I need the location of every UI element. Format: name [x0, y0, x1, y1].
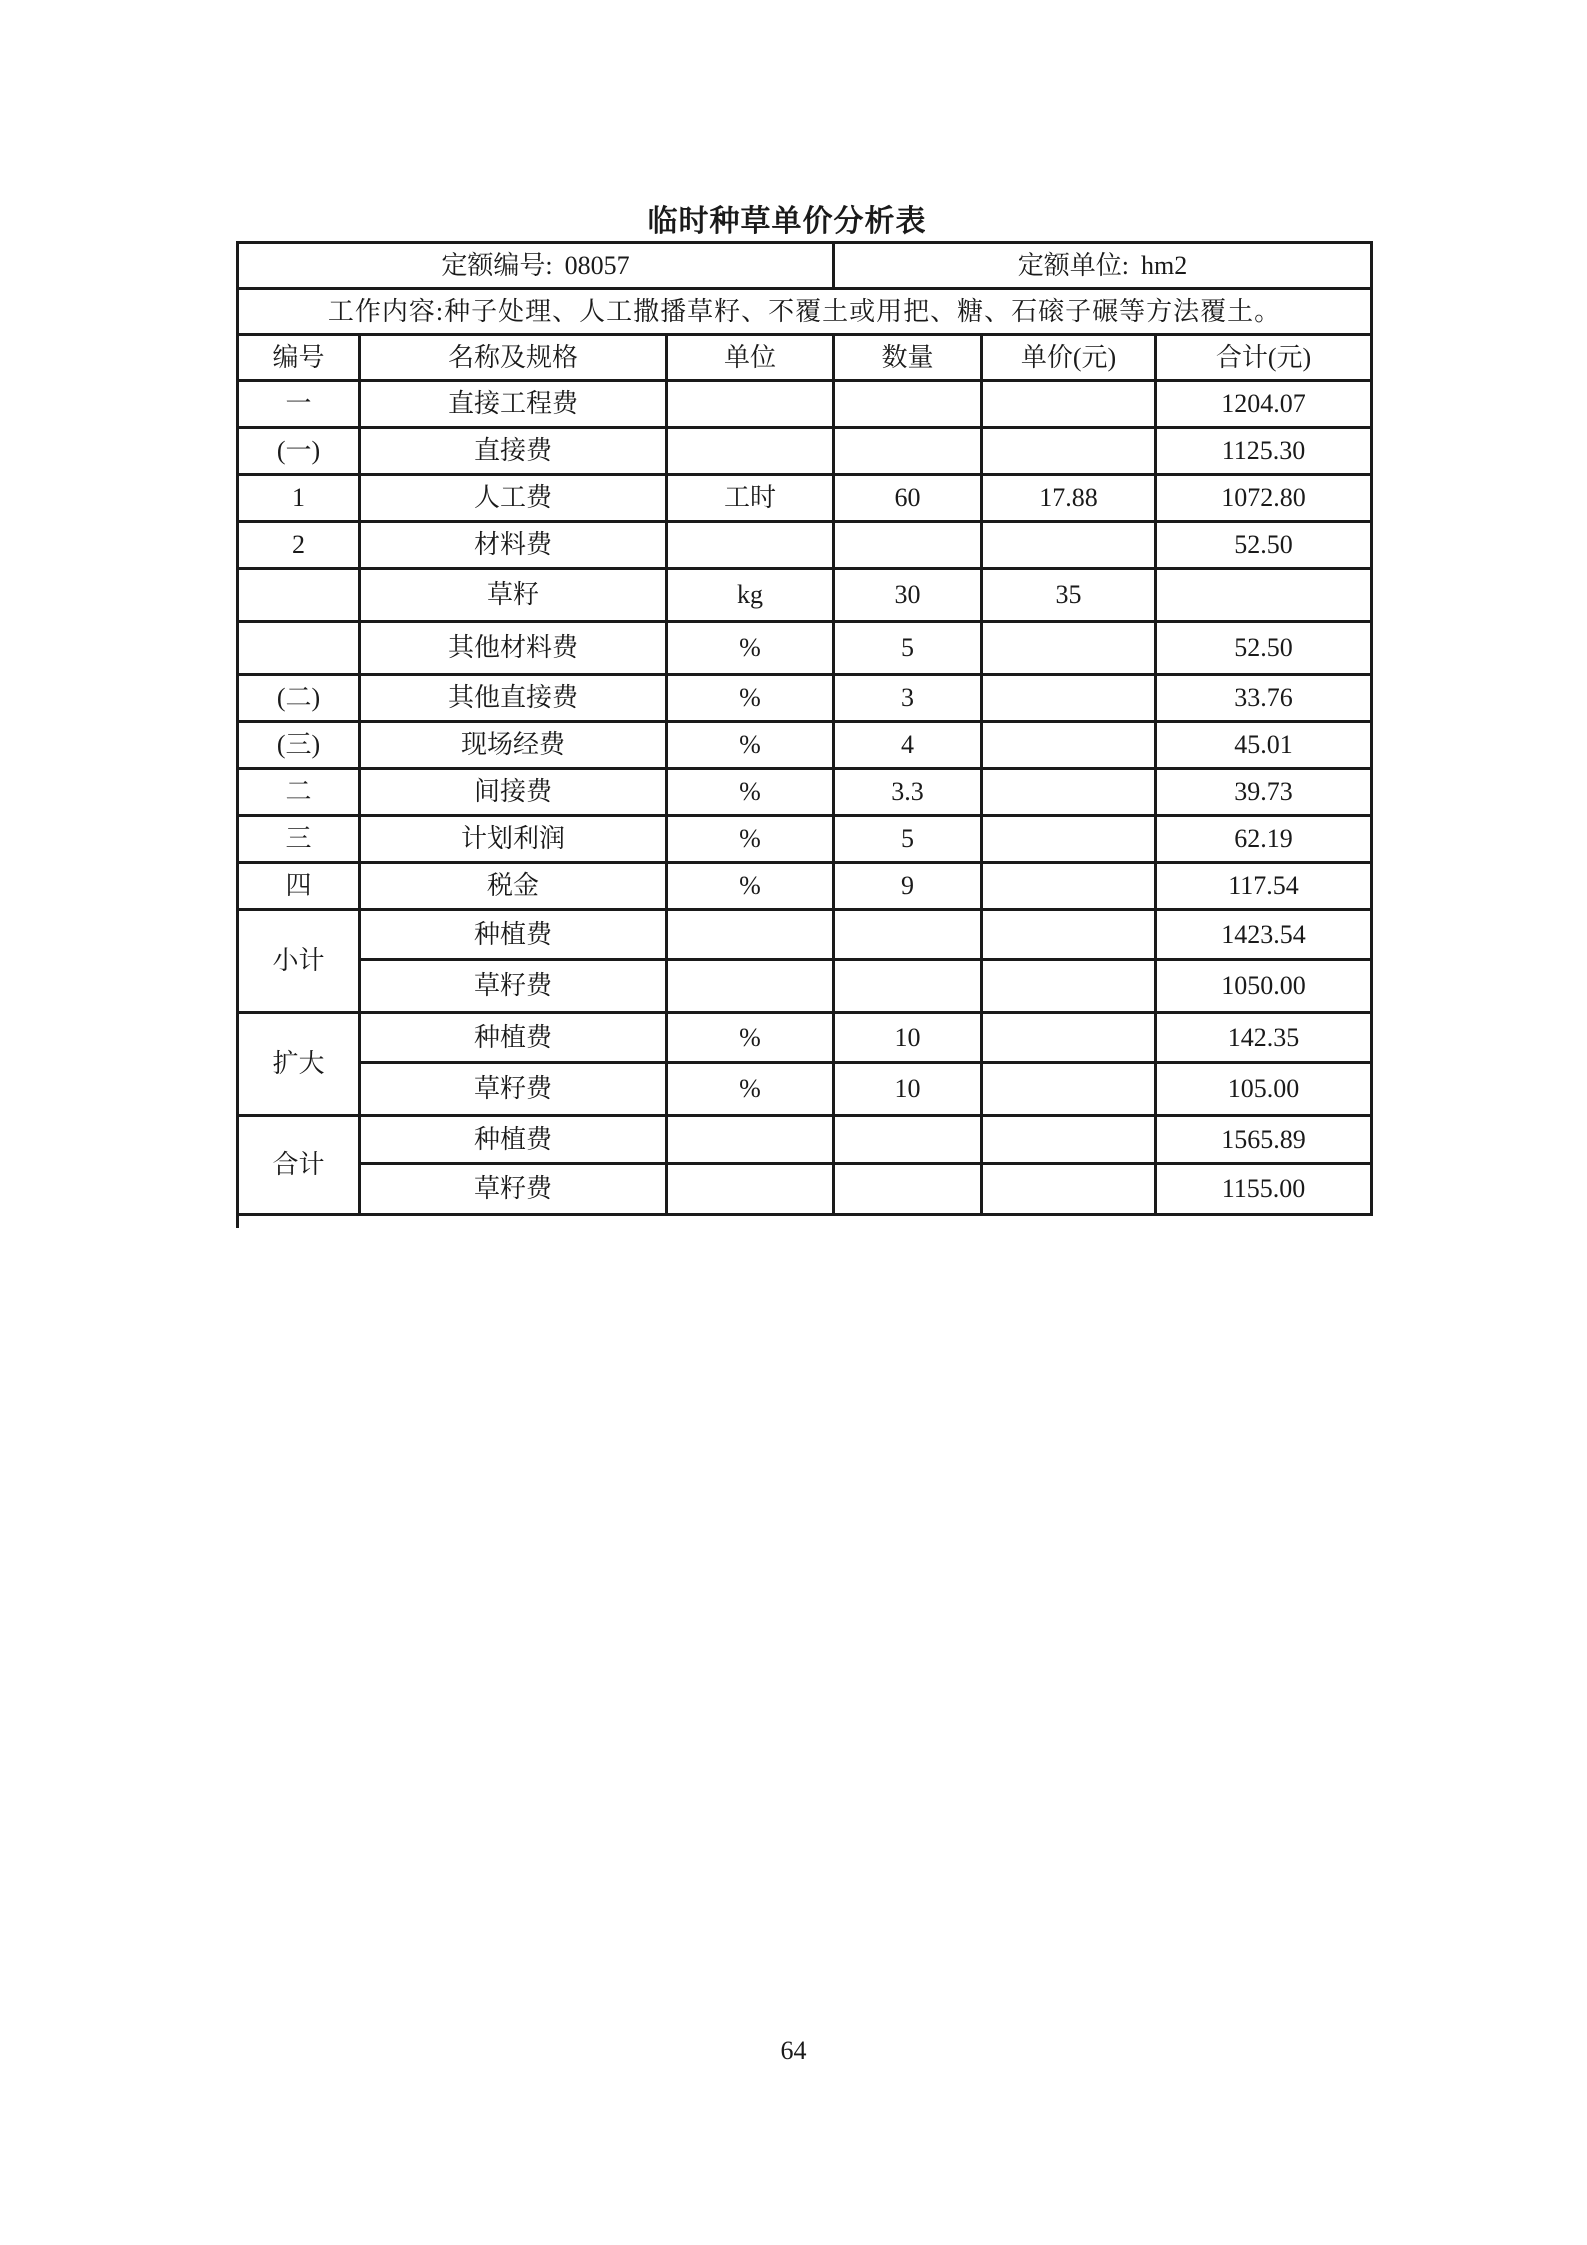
- cell-name: 税金: [360, 863, 667, 910]
- table-row: [238, 675, 1372, 722]
- cell-total: 105.00: [1156, 1063, 1372, 1116]
- cell-unit: [667, 381, 834, 428]
- quota-number-cell: [238, 243, 834, 289]
- cell-qty: [834, 1164, 982, 1215]
- cell-unit: %: [667, 1013, 834, 1063]
- cell-no: [238, 622, 360, 675]
- table-row: [238, 816, 1372, 863]
- cell-unit: %: [667, 816, 834, 863]
- cell-qty: 9: [834, 863, 982, 910]
- cell-total: 1125.30: [1156, 428, 1372, 475]
- cell-no: 四: [238, 863, 360, 910]
- cell-no: [238, 569, 360, 622]
- table-row: [238, 428, 1372, 475]
- cell-price: [982, 722, 1156, 769]
- cell-price: [982, 910, 1156, 960]
- price-analysis-table-wrap: [236, 241, 1373, 1216]
- column-header-price: 单价(元): [982, 335, 1156, 381]
- quota-number-label: 定额编号:: [441, 250, 553, 280]
- cell-qty: [834, 428, 982, 475]
- cell-unit: kg: [667, 569, 834, 622]
- cell-qty: [834, 381, 982, 428]
- cell-name: 现场经费: [360, 722, 667, 769]
- column-header-total: 合计(元): [1156, 335, 1372, 381]
- cell-no: 三: [238, 816, 360, 863]
- table-row: [238, 1116, 1372, 1164]
- cell-qty: 5: [834, 816, 982, 863]
- table-row: [238, 722, 1372, 769]
- cell-name: 直接费: [360, 428, 667, 475]
- cell-qty: 3: [834, 675, 982, 722]
- work-content: 工作内容:种子处理、人工撒播草籽、不覆土或用把、糖、石磙子碾等方法覆土。: [238, 289, 1372, 335]
- cell-qty: [834, 960, 982, 1013]
- cell-unit: %: [667, 769, 834, 816]
- cell-unit: [667, 910, 834, 960]
- cell-unit: 工时: [667, 475, 834, 522]
- table-row: [238, 1164, 1372, 1215]
- table-row: [238, 289, 1372, 335]
- cell-qty: 10: [834, 1013, 982, 1063]
- cell-unit: [667, 1116, 834, 1164]
- cell-unit: %: [667, 1063, 834, 1116]
- cell-total: 52.50: [1156, 522, 1372, 569]
- cell-price: [982, 1164, 1156, 1215]
- cell-total: 1423.54: [1156, 910, 1372, 960]
- cell-total: 45.01: [1156, 722, 1372, 769]
- cell-total: 142.35: [1156, 1013, 1372, 1063]
- cell-total: 39.73: [1156, 769, 1372, 816]
- cell-price: [982, 816, 1156, 863]
- quota-unit-cell: [834, 243, 1372, 289]
- cell-no: 1: [238, 475, 360, 522]
- table-row: [238, 863, 1372, 910]
- table-row: [238, 522, 1372, 569]
- group-label-grand-total: 合计: [238, 1116, 360, 1215]
- group-label-subtotal: 小计: [238, 910, 360, 1013]
- cell-unit: %: [667, 722, 834, 769]
- quota-unit-value: hm2: [1141, 250, 1188, 280]
- cell-qty: 4: [834, 722, 982, 769]
- cell-name: 其他直接费: [360, 675, 667, 722]
- cell-name: 材料费: [360, 522, 667, 569]
- cell-total: 1072.80: [1156, 475, 1372, 522]
- cell-qty: 3.3: [834, 769, 982, 816]
- cell-name: 间接费: [360, 769, 667, 816]
- table-row: [238, 1063, 1372, 1116]
- cell-name: 草籽费: [360, 1164, 667, 1215]
- table-row: [238, 769, 1372, 816]
- cell-price: [982, 960, 1156, 1013]
- cell-total: 52.50: [1156, 622, 1372, 675]
- column-header-qty: 数量: [834, 335, 982, 381]
- cell-name: 草籽费: [360, 960, 667, 1013]
- table-row: [238, 960, 1372, 1013]
- cell-price: [982, 1013, 1156, 1063]
- column-header-no: 编号: [238, 335, 360, 381]
- cell-price: [982, 1116, 1156, 1164]
- cell-total: 1050.00: [1156, 960, 1372, 1013]
- cell-name: 种植费: [360, 910, 667, 960]
- cell-price: [982, 428, 1156, 475]
- cell-total: 33.76: [1156, 675, 1372, 722]
- cell-qty: [834, 522, 982, 569]
- cell-name: 草籽费: [360, 1063, 667, 1116]
- page-number: 64: [780, 2036, 807, 2065]
- cell-qty: 10: [834, 1063, 982, 1116]
- cell-unit: %: [667, 675, 834, 722]
- cell-total: 1155.00: [1156, 1164, 1372, 1215]
- left-border-tail: [236, 1214, 239, 1228]
- cell-qty: [834, 910, 982, 960]
- cell-total: 117.54: [1156, 863, 1372, 910]
- cell-price: [982, 863, 1156, 910]
- table-row: [238, 622, 1372, 675]
- table-row: [238, 243, 1372, 289]
- cell-total: 62.19: [1156, 816, 1372, 863]
- table-header-row: [238, 335, 1372, 381]
- cell-no: (三): [238, 722, 360, 769]
- cell-qty: 60: [834, 475, 982, 522]
- cell-qty: [834, 1116, 982, 1164]
- cell-unit: [667, 1164, 834, 1215]
- cell-name: 人工费: [360, 475, 667, 522]
- cell-total: 1204.07: [1156, 381, 1372, 428]
- cell-total: [1156, 569, 1372, 622]
- group-label-expansion: 扩大: [238, 1013, 360, 1116]
- table-row: [238, 1013, 1372, 1063]
- column-header-name: 名称及规格: [360, 335, 667, 381]
- table-row: [238, 569, 1372, 622]
- cell-name: 草籽: [360, 569, 667, 622]
- cell-unit: [667, 522, 834, 569]
- cell-qty: 5: [834, 622, 982, 675]
- cell-price: [982, 675, 1156, 722]
- cell-name: 种植费: [360, 1013, 667, 1063]
- cell-unit: [667, 960, 834, 1013]
- cell-no: (一): [238, 428, 360, 475]
- cell-no: (二): [238, 675, 360, 722]
- quota-unit-label: 定额单位:: [1017, 250, 1130, 280]
- cell-name: 其他材料费: [360, 622, 667, 675]
- cell-no: 2: [238, 522, 360, 569]
- column-header-unit: 单位: [667, 335, 834, 381]
- cell-no: 二: [238, 769, 360, 816]
- cell-qty: 30: [834, 569, 982, 622]
- cell-no: 一: [238, 381, 360, 428]
- table-row: [238, 381, 1372, 428]
- table-row: [238, 475, 1372, 522]
- cell-unit: [667, 428, 834, 475]
- quota-number-value: 08057: [564, 250, 630, 280]
- table-row: [238, 910, 1372, 960]
- cell-price: [982, 1063, 1156, 1116]
- cell-price: 17.88: [982, 475, 1156, 522]
- cell-name: 种植费: [360, 1116, 667, 1164]
- cell-price: [982, 769, 1156, 816]
- cell-name: 计划利润: [360, 816, 667, 863]
- cell-price: 35: [982, 569, 1156, 622]
- cell-total: 1565.89: [1156, 1116, 1372, 1164]
- cell-unit: %: [667, 863, 834, 910]
- page-title: 临时种草单价分析表: [647, 205, 927, 238]
- cell-name: 直接工程费: [360, 381, 667, 428]
- cell-price: [982, 522, 1156, 569]
- cell-price: [982, 381, 1156, 428]
- cell-price: [982, 622, 1156, 675]
- cell-unit: %: [667, 622, 834, 675]
- price-analysis-table: [236, 241, 1373, 1216]
